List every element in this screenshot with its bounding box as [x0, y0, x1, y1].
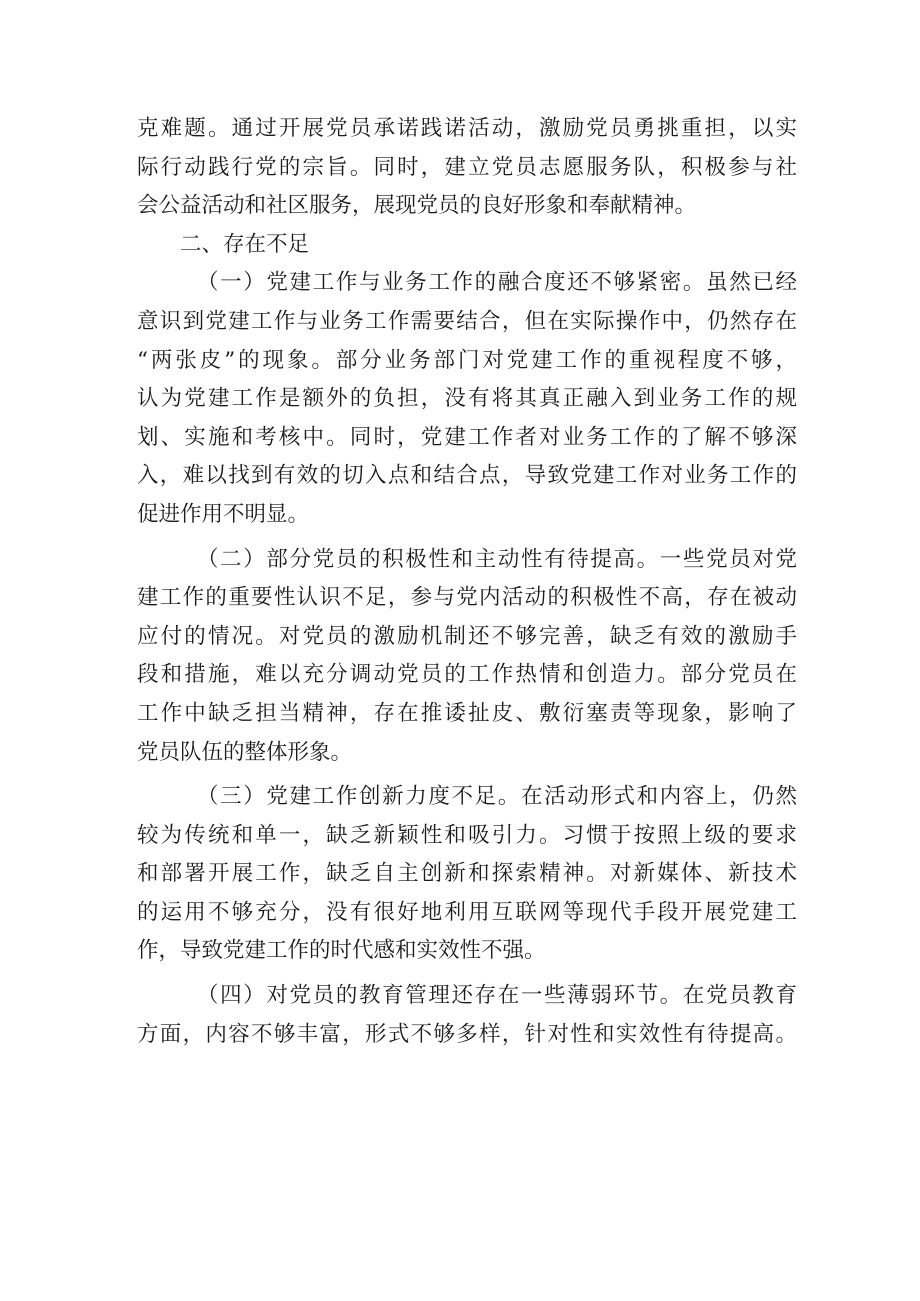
text-line: 和部署开展工作，缺乏自主创新和探索精神。对新媒体、新技术	[137, 861, 797, 887]
text-line: 工作中缺乏担当精神，存在推诿扯皮、敷衍塞责等现象，影响了	[137, 700, 797, 726]
text-line: （三）党建工作创新力度不足。在活动形式和内容上，仍然	[197, 784, 797, 810]
paragraph-item-2	[137, 541, 797, 773]
text-line: 际行动践行党的宗旨。同时，建立党员志愿服务队，积极参与社	[137, 154, 797, 180]
text-line: 应付的情况。对党员的激励机制还不够完善，缺乏有效的激励手	[137, 623, 797, 649]
document-body	[137, 110, 797, 1054]
text-line: 认为党建工作是额外的负担，没有将其真正融入到业务工作的规	[137, 386, 797, 412]
text-line: 会公益活动和社区服务，展现党员的良好形象和奉献精神。	[137, 193, 697, 219]
text-line: 段和措施，难以充分调动党员的工作热情和创造力。部分党员在	[137, 662, 797, 688]
text-line: 方面，内容不够丰富，形式不够多样，针对性和实效性有待提高。	[137, 1021, 797, 1047]
section-heading	[137, 226, 797, 265]
text-line: 作，导致党建工作的时代感和实效性不强。	[137, 938, 546, 964]
text-line: “两张皮”的现象。部分业务部门对党建工作的重视程度不够，	[137, 347, 797, 373]
text-line: 较为传统和单一，缺乏新颖性和吸引力。习惯于按照上级的要求	[137, 822, 797, 848]
paragraph-intro-continuation	[137, 110, 797, 226]
text-line: 意识到党建工作与业务工作需要结合，但在实际操作中，仍然存在	[137, 308, 797, 334]
text-line: 克难题。通过开展党员承诺践诺活动，激励党员勇挑重担，以实	[137, 116, 797, 141]
text-line: 的运用不够充分，没有很好地利用互联网等现代手段开展党建工	[137, 899, 797, 925]
text-line: 划、实施和考核中。同时，党建工作者对业务工作的了解不够深	[137, 424, 797, 450]
text-line: 促进作用不明显。	[137, 501, 310, 527]
text-line: （一）党建工作与业务工作的融合度还不够紧密。虽然已经	[197, 270, 797, 296]
text-line: （二）部分党员的积极性和主动性有待提高。一些党员对党	[197, 546, 797, 572]
section-heading-text: 二、存在不足	[180, 231, 310, 257]
paragraph-item-3	[137, 778, 797, 971]
paragraph-item-4	[137, 977, 797, 1054]
text-line: 建工作的重要性认识不足，参与党内活动的积极性不高，存在被动	[137, 585, 797, 611]
paragraph-item-1	[137, 264, 797, 534]
text-line: 党员队伍的整体形象。	[137, 739, 353, 765]
text-line: 入，难以找到有效的切入点和结合点，导致党建工作对业务工作的	[137, 463, 797, 489]
text-line: （四）对党员的教育管理还存在一些薄弱环节。在党员教育	[197, 983, 797, 1009]
